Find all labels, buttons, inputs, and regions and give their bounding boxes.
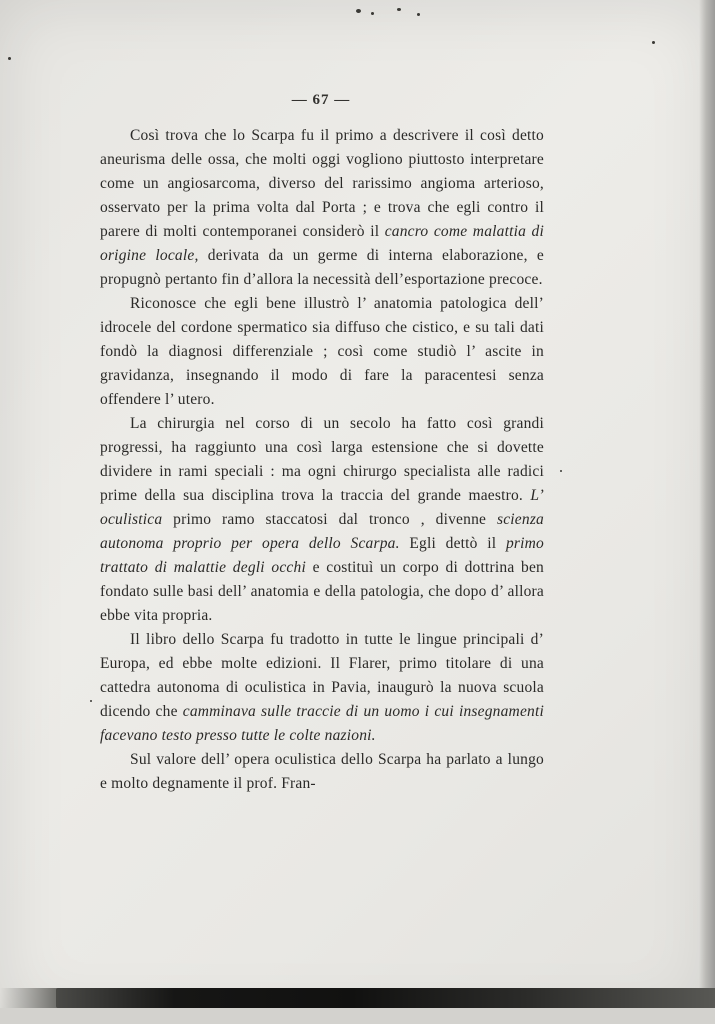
text-segment: e costituì un corpo di dottrina ben fondato sulle basi dell’ anatomia e della patologia, che dopo d’ allora ebbe vita propria. xyxy=(100,559,544,624)
text-segment: derivata da un germe di interna elaborazione, e propugnò pertanto fin d’allora la necessità dell’esportazione precoce. xyxy=(100,247,544,288)
text-segment: Riconosce che egli bene illustrò l’ anatomia patologica dell’ idrocele del cordone spermatico sia diffuso che cistico, e su tali dati fondò la diagnosi differenziale ; così come studiò l’ ascite in gravidanza, insegnando il modo di fare la paracentesi senza offendere l’ utero. xyxy=(100,295,544,408)
text-segment: Il libro dello Scarpa fu tradotto in tutte le lingue principali d’ Europa, ed ebbe molte edizioni. Il Flarer, primo titolare di una cattedra autonoma di oculistica in Pavia, inaugurò la nuova scuola dicendo che xyxy=(100,631,544,720)
scan-speck xyxy=(371,12,374,15)
paragraph xyxy=(100,748,544,796)
scan-speck xyxy=(90,700,92,702)
text-segment: primo ramo staccatosi dal tronco , divenne xyxy=(162,511,497,528)
text-segment: La chirurgia nel corso di un secolo ha fatto così grandi progressi, ha raggiunto una così larga estensione che si dovette dividere in rami speciali : ma ogni chirurgo specialista alle radici prime della sua disciplina trova la traccia del grande maestro. xyxy=(100,415,544,504)
page-number: — 67 — xyxy=(291,92,351,108)
text-segment-italic: camminava sulle traccie di un uomo i cui insegnamenti facevano testo presso tutte le colte nazioni. xyxy=(100,703,544,744)
paragraph xyxy=(100,124,544,292)
text-segment-italic: primo trattato di malattie degli occhi xyxy=(100,535,544,576)
paragraph xyxy=(100,292,544,412)
text-block xyxy=(100,124,544,796)
text-segment-italic: L’ oculistica xyxy=(100,487,544,528)
scan-band-fade xyxy=(0,988,60,1008)
text-segment-italic: scienza autonoma proprio per opera dello Scarpa. xyxy=(100,511,544,552)
paragraph xyxy=(100,412,544,628)
scan-band-bottom xyxy=(56,988,715,1008)
scan-speck xyxy=(652,41,655,44)
scan-speck xyxy=(8,57,11,60)
text-segment: Così trova che lo Scarpa fu il primo a descrivere il così detto aneurisma delle ossa, che molti oggi vogliono piuttosto interpretare come un angiosarcoma, diverso del rarissimo angioma arterioso, osservato per la prima volta dal Porta ; e trova che egli contro il parere di molti contemporanei considerò il xyxy=(100,127,544,240)
text-segment: Sul valore dell’ opera oculistica dello Scarpa ha parlato a lungo e molto degnamente il prof. Fran- xyxy=(100,751,544,792)
scan-edge-bottom xyxy=(0,1008,715,1024)
text-segment-italic: cancro come malattia di origine locale, xyxy=(100,223,544,264)
scan-edge-right xyxy=(699,0,715,1024)
scan-speck xyxy=(560,470,562,472)
scan-speck xyxy=(397,8,401,11)
scan-speck xyxy=(356,9,361,13)
text-segment: Egli dettò il xyxy=(399,535,506,552)
paragraph xyxy=(100,628,544,748)
scan-speck xyxy=(417,13,420,16)
